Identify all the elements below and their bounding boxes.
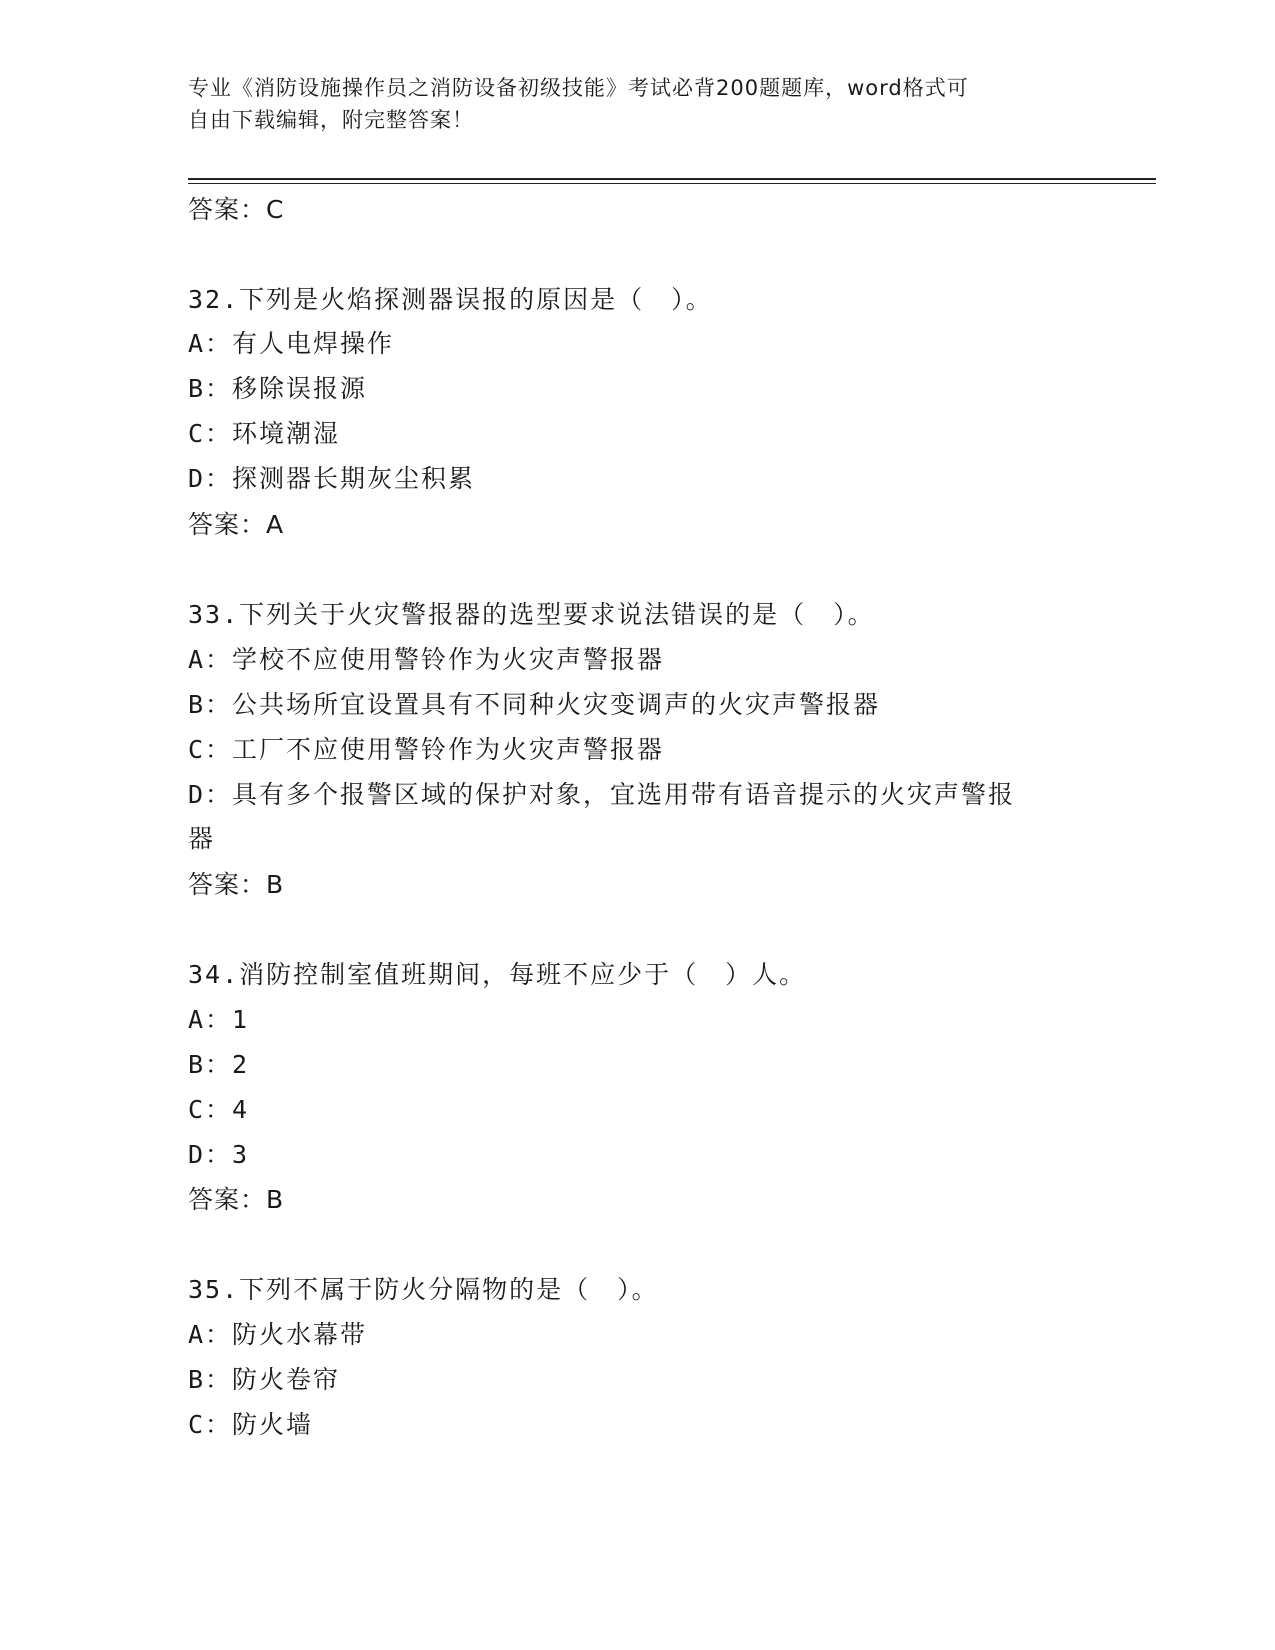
document-header	[188, 72, 1068, 136]
question-32-answer: 答案：A	[188, 510, 285, 539]
question-32-option-d: D：探测器长期灰尘积累	[188, 464, 476, 493]
header-rule-thin	[188, 183, 1156, 184]
question-35-stem: 35.下列不属于防火分隔物的是（ ）。	[188, 1275, 659, 1304]
question-34-option-b: B：2	[188, 1050, 250, 1079]
question-32-option-c: C：环境潮湿	[188, 419, 341, 448]
previous-answer: 答案：C	[188, 195, 285, 224]
question-35-option-b: B：防火卷帘	[188, 1365, 341, 1394]
question-33-answer: 答案：B	[188, 870, 285, 899]
header-line-2: 自由下载编辑，附完整答案！	[188, 108, 474, 132]
question-32-option-a: A：有人电焊操作	[188, 329, 395, 358]
question-33-option-a: A：学校不应使用警铃作为火灾声警报器	[188, 645, 665, 674]
question-33-stem: 33.下列关于火灾警报器的选型要求说法错误的是（ ）。	[188, 600, 875, 629]
question-33-option-d: D：具有多个报警区域的保护对象，宜选用带有语音提示的火灾声警报	[188, 780, 1016, 809]
question-35-option-c: C：防火墙	[188, 1410, 314, 1439]
question-33-option-c: C：工厂不应使用警铃作为火灾声警报器	[188, 735, 665, 764]
header-line-1: 专业《消防设施操作员之消防设备初级技能》考试必背200题题库，word格式可	[188, 76, 969, 100]
question-32-option-b: B：移除误报源	[188, 374, 368, 403]
question-35-option-a: A：防火水幕带	[188, 1320, 368, 1349]
header-rule-thick	[188, 178, 1156, 180]
question-34-option-c: C：4	[188, 1095, 250, 1124]
question-34-option-d: D：3	[188, 1140, 250, 1169]
question-34-answer: 答案：B	[188, 1185, 285, 1214]
question-33-option-d-wrap: 器	[188, 824, 216, 853]
question-32-stem: 32.下列是火焰探测器误报的原因是（ ）。	[188, 285, 713, 314]
question-34-option-a: A：1	[188, 1005, 250, 1034]
question-34-stem: 34.消防控制室值班期间，每班不应少于（ ）人。	[188, 960, 807, 989]
question-33-option-b: B：公共场所宜设置具有不同种火灾变调声的火灾声警报器	[188, 690, 881, 719]
